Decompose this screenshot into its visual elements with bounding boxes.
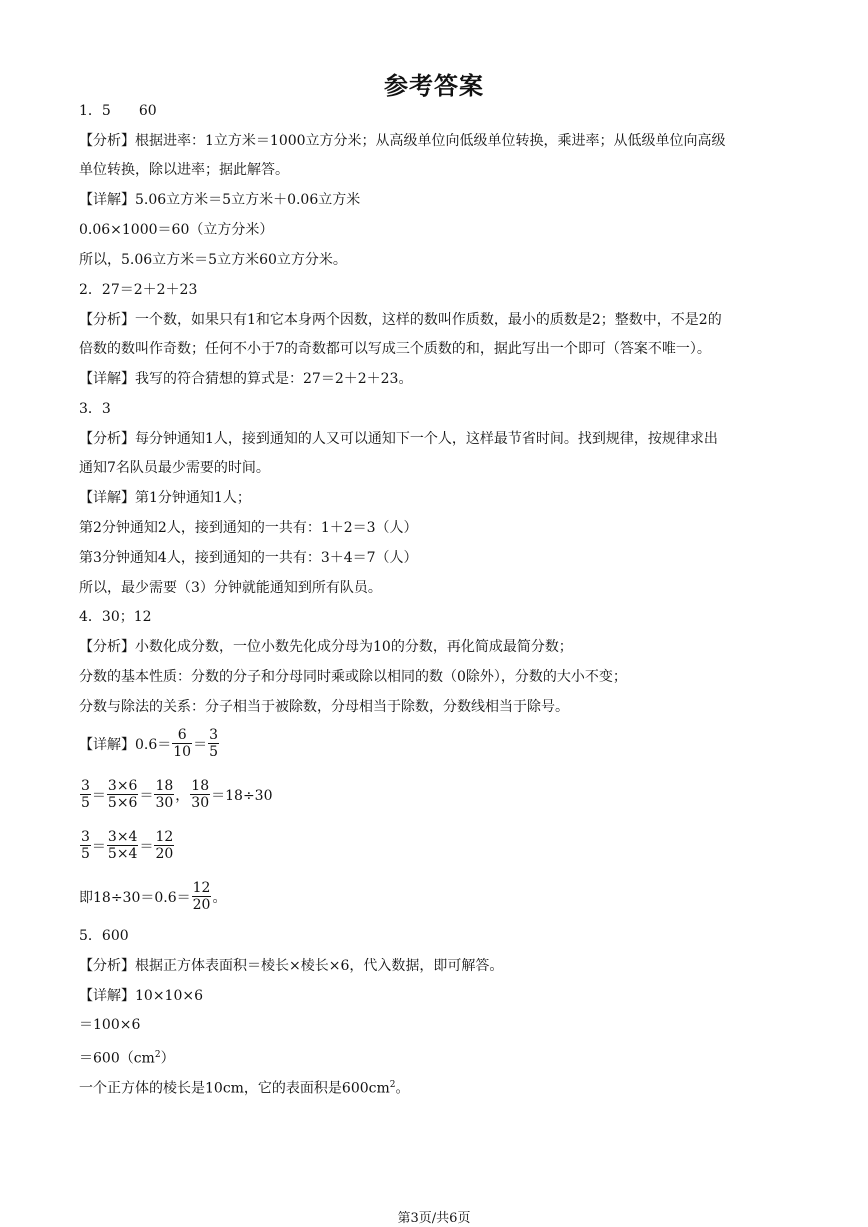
detail-1-line-3: 所以，5.06立方米＝5立方米60立方分米。 <box>79 252 347 268</box>
detail-5-line-4: 一个正方体的棱长是10cm，它的表面积是$600cm^2$。 <box>79 1080 410 1097</box>
detail-4-math-row-1 <box>79 727 220 760</box>
analysis-1-line-1: 【分析】根据进率：1立方米＝1000立方分米；从高级单位向低级单位转换，乘进率；从低级单位向高级 <box>79 133 726 149</box>
detail-5-line-2: ＝100×6 <box>79 1017 141 1033</box>
page-title: 参考答案 <box>384 72 484 100</box>
fraction: $\frac{3\times 4}{5\times 4}$ <box>107 829 138 862</box>
analysis-4-line-2: 分数的基本性质：分数的分子和分母同时乘或除以相同的数（0除外），分数的大小不变； <box>79 669 627 685</box>
detail-4-math-row-4 <box>79 880 226 913</box>
answer-4-heading: 4．30；12 <box>79 609 152 625</box>
answer-2-heading: 2．27＝2＋2＋23 <box>79 282 198 298</box>
answer-1-heading: 1．5 60 <box>79 103 157 119</box>
math-text: ＝ <box>91 838 106 855</box>
analysis-5-line-1: 【分析】根据正方体表面积＝棱长×棱长×6，代入数据，即可解答。 <box>79 958 504 974</box>
fraction: $\frac{18}{30}$ <box>155 778 174 811</box>
analysis-4-line-3: 分数与除法的关系：分子相当于被除数，分母相当于除数，分数线相当于除号。 <box>79 699 569 715</box>
math-text: ＝ <box>139 838 154 855</box>
detail-3-line-3: 第3分钟通知4人，接到通知的一共有：3＋4＝7（人） <box>79 550 418 566</box>
detail-1-line-2: 0.06×1000＝60（立方分米） <box>79 222 274 238</box>
detail-5-line-1: 【详解】10×10×6 <box>79 988 203 1004</box>
detail-3-line-2: 第2分钟通知2人，接到通知的一共有：1＋2＝3（人） <box>79 520 418 536</box>
analysis-3-line-2: 通知7名队员最少需要的时间。 <box>79 460 270 476</box>
analysis-4-line-1: 【分析】小数化成分数，一位小数先化成分母为10的分数，再化简成最简分数； <box>79 639 573 655</box>
fraction: $\frac{12}{20}$ <box>155 829 174 862</box>
fraction: $\frac{3}{5}$ <box>81 778 90 811</box>
answer-5-heading: 5．600 <box>79 928 129 944</box>
analysis-2-line-2: 倍数的数叫作奇数；任何不小于7的奇数都可以写成三个质数的和，据此写出一个即可（答案不唯一）。 <box>79 341 711 357</box>
detail-2-line-1: 【详解】我写的符合猜想的算式是：27＝2＋2＋23。 <box>79 371 413 387</box>
fraction: $\frac{12}{20}$ <box>192 880 211 913</box>
detail-4-math-row-2 <box>79 778 272 811</box>
page-footer: 第3页/共6页 <box>397 1211 471 1226</box>
analysis-2-line-1: 【分析】一个数，如果只有1和它本身两个因数，这样的数叫作质数，最小的质数是2；整数中，不是2的 <box>79 312 722 328</box>
fraction: $\frac{3}{5}$ <box>81 829 90 862</box>
fraction: $\frac{6}{10}$ <box>173 727 192 760</box>
math-text: ＝ <box>139 787 154 804</box>
detail-1-line-1: 【详解】5.06立方米＝5立方米＋0.06立方米 <box>79 192 361 208</box>
fraction: $\frac{18}{30}$ <box>191 778 210 811</box>
math-text: 。 <box>212 889 227 906</box>
analysis-3-line-1: 【分析】每分钟通知1人，接到通知的人又可以通知下一个人，这样最节省时间。找到规律，按规律求出 <box>79 431 718 447</box>
fraction: $\frac{3\times 6}{5\times 6}$ <box>107 778 138 811</box>
fraction: $\frac{3}{5}$ <box>209 727 219 760</box>
math-text: ＝ <box>193 736 208 753</box>
analysis-1-line-2: 单位转换，除以进率；据此解答。 <box>79 162 289 178</box>
detail-4-math-row-3 <box>79 829 175 862</box>
detail-3-line-1: 【详解】第1分钟通知1人； <box>79 490 251 506</box>
detail-3-line-4: 所以，最少需要（3）分钟就能通知到所有队员。 <box>79 580 382 596</box>
math-text: ＝ <box>91 787 106 804</box>
math-text: ， <box>175 787 190 804</box>
math-text: 【详解】0.6＝ <box>79 736 172 753</box>
answer-3-heading: 3．3 <box>79 401 111 417</box>
math-text: 即18÷30＝0.6＝ <box>79 889 191 906</box>
detail-5-line-3: $=600(cm^2)$ <box>79 1050 175 1067</box>
math-text: ＝18÷30 <box>211 787 273 804</box>
